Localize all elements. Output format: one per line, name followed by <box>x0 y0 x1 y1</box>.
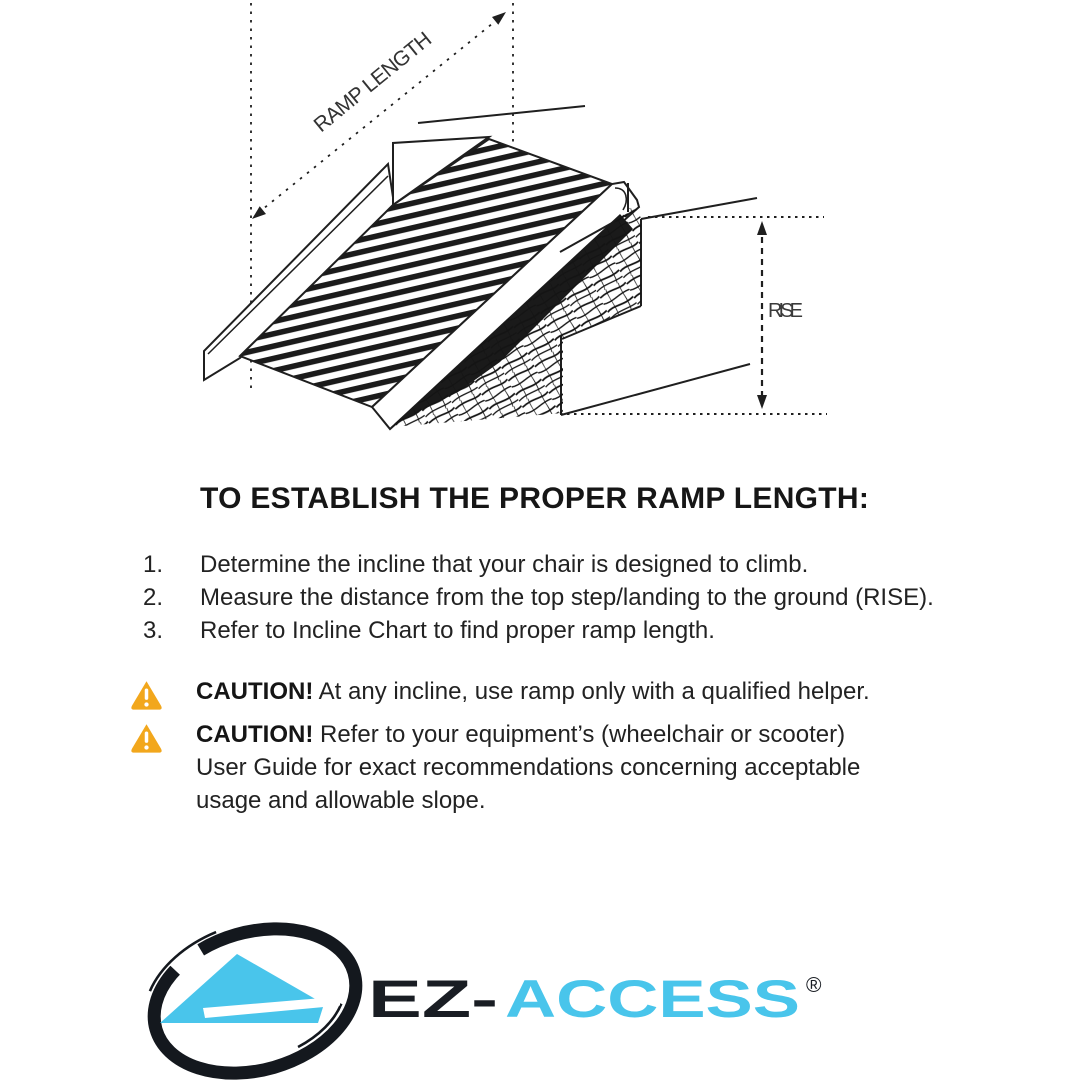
caution-text: At any incline, use ramp only with a qualified helper. <box>318 678 870 705</box>
rise-label: RISE <box>768 300 804 322</box>
caution-text: Refer to your equipment’s (wheelchair or scooter) User Guide for exact recommendations concerning acceptable usage and allowable slope. <box>196 721 861 814</box>
list-item <box>143 614 934 647</box>
caution-label: CAUTION! <box>196 678 314 705</box>
warning-triangle-icon <box>130 722 163 758</box>
caution-label: CAUTION! <box>196 721 314 748</box>
list-item <box>143 581 934 614</box>
ramp-diagram <box>0 0 1080 452</box>
caution-item <box>130 675 892 715</box>
caution-list <box>130 675 892 820</box>
logo-text-ez: EZ- <box>368 970 498 1029</box>
arrowhead <box>492 8 509 25</box>
logo-text-access: ACCESS <box>505 970 800 1029</box>
ramp-length-label: RAMP LENGTH <box>309 26 438 137</box>
step-number: 1. <box>143 551 164 578</box>
step-number: 2. <box>143 584 164 611</box>
caution-item <box>130 718 892 817</box>
step-text: Determine the incline that your chair is designed to climb. <box>200 551 809 578</box>
step-text: Measure the distance from the top step/landing to the ground (RISE). <box>200 584 934 611</box>
step-list <box>143 548 934 647</box>
landing-back-edge <box>418 106 585 123</box>
warning-triangle-icon <box>130 679 163 715</box>
arrowhead <box>757 221 767 235</box>
brand-logo <box>140 918 840 1080</box>
page-title: TO ESTABLISH THE PROPER RAMP LENGTH: <box>200 482 870 515</box>
registered-trademark-symbol: ® <box>806 974 822 997</box>
step-text: Refer to Incline Chart to find proper ramp length. <box>200 617 715 644</box>
arrowhead <box>757 395 767 409</box>
step-number: 3. <box>143 617 164 644</box>
list-item <box>143 548 934 581</box>
